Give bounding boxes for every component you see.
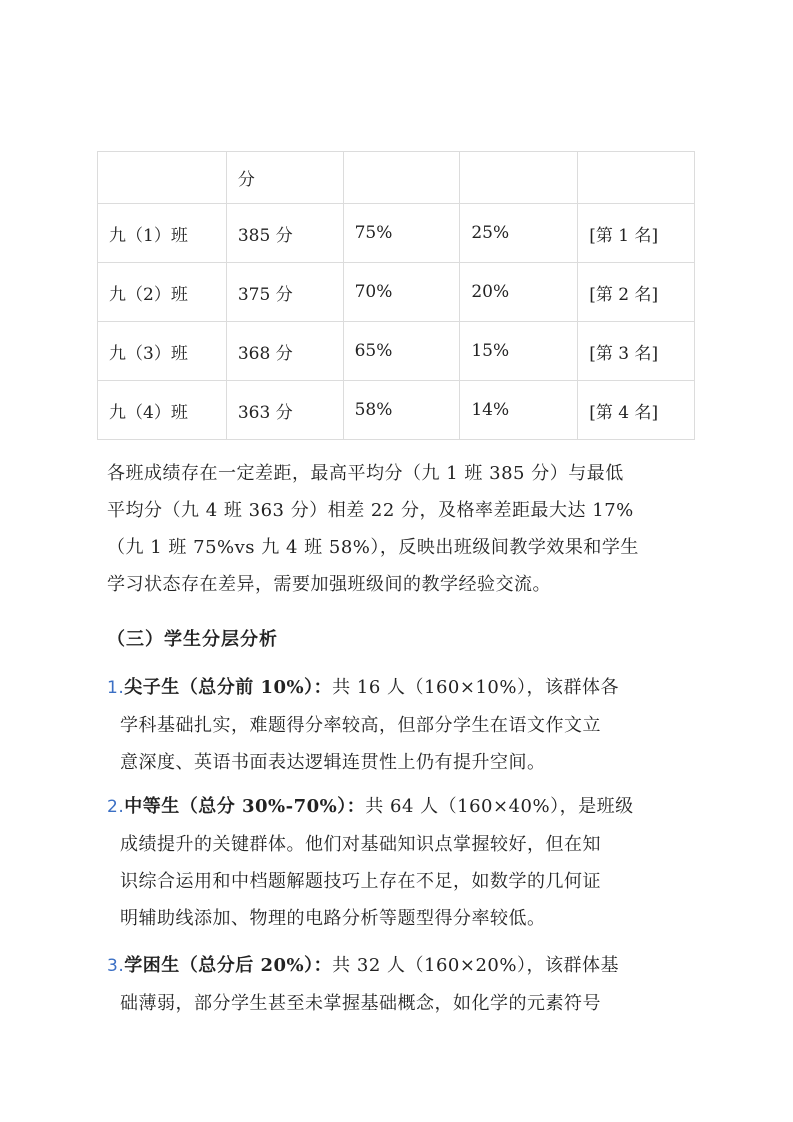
list-number: 3.	[107, 956, 125, 976]
excellent-rate-cell: 15%	[460, 322, 578, 381]
list-item-lead: 中等生（总分 30%-70%）：	[124, 796, 366, 817]
average-score-cell: 385 分	[226, 204, 343, 263]
excellent-rate-cell: 20%	[460, 263, 578, 322]
paragraph-line: 各班成绩存在一定差距，最高平均分（九 1 班 385 分）与最低	[107, 463, 624, 484]
pass-rate-cell: 70%	[343, 263, 460, 322]
list-item	[107, 947, 707, 1022]
list-item-text: 共 64 人（160×40%），是班级	[365, 796, 634, 817]
rank-cell: [第 4 名]	[578, 381, 695, 440]
list-item-text: 共 32 人（160×20%），该群体基	[332, 955, 619, 976]
class-score-table	[97, 151, 695, 440]
rank-cell: [第 1 名]	[578, 204, 695, 263]
list-item-text: 共 16 人（160×10%），该群体各	[332, 677, 619, 698]
paragraph-line: 平均分（九 4 班 363 分）相差 22 分，及格率差距最大达 17%	[107, 500, 634, 521]
list-item	[107, 669, 707, 781]
section-heading: （三）学生分层分析	[107, 629, 278, 650]
paragraph-line: （九 1 班 75%vs 九 4 班 58%），反映出班级间教学效果和学生	[107, 537, 639, 558]
table-header-row	[98, 152, 695, 204]
pass-rate-cell: 75%	[343, 204, 460, 263]
list-item-lead: 尖子生（总分前 10%）：	[124, 677, 333, 698]
list-number: 2.	[107, 797, 125, 817]
list-number: 1.	[107, 678, 125, 698]
rank-cell: [第 3 名]	[578, 322, 695, 381]
class-name-cell: 九（2）班	[98, 263, 227, 322]
list-item	[107, 788, 707, 937]
rank-cell: [第 2 名]	[578, 263, 695, 322]
list-item-line: 学科基础扎实，难题得分率较高，但部分学生在语文作文立	[120, 715, 601, 736]
class-name-cell: 九（4）班	[98, 381, 227, 440]
excellent-rate-cell: 25%	[460, 204, 578, 263]
average-score-cell: 368 分	[226, 322, 343, 381]
table-cell: 分	[226, 152, 343, 204]
pass-rate-cell: 58%	[343, 381, 460, 440]
table-cell	[578, 152, 695, 204]
excellent-rate-cell: 14%	[460, 381, 578, 440]
list-item-line: 础薄弱，部分学生甚至未掌握基础概念，如化学的元素符号	[120, 993, 601, 1014]
class-name-cell: 九（1）班	[98, 204, 227, 263]
table-cell	[460, 152, 578, 204]
average-score-cell: 375 分	[226, 263, 343, 322]
list-item-line: 识综合运用和中档题解题技巧上存在不足，如数学的几何证	[120, 871, 601, 892]
list-item-line: 成绩提升的关键群体。他们对基础知识点掌握较好，但在知	[120, 834, 601, 855]
list-item-lead: 学困生（总分后 20%）：	[124, 955, 333, 976]
list-item-line: 意深度、英语书面表达逻辑连贯性上仍有提升空间。	[120, 752, 546, 773]
table-cell	[343, 152, 460, 204]
average-score-cell: 363 分	[226, 381, 343, 440]
table-cell	[98, 152, 227, 204]
table-row	[98, 381, 695, 440]
summary-paragraph	[107, 455, 707, 603]
paragraph-line: 学习状态存在差异，需要加强班级间的教学经验交流。	[107, 574, 551, 595]
class-name-cell: 九（3）班	[98, 322, 227, 381]
table-row	[98, 322, 695, 381]
list-item-line: 明辅助线添加、物理的电路分析等题型得分率较低。	[120, 908, 546, 929]
table-row	[98, 204, 695, 263]
table-row	[98, 263, 695, 322]
pass-rate-cell: 65%	[343, 322, 460, 381]
